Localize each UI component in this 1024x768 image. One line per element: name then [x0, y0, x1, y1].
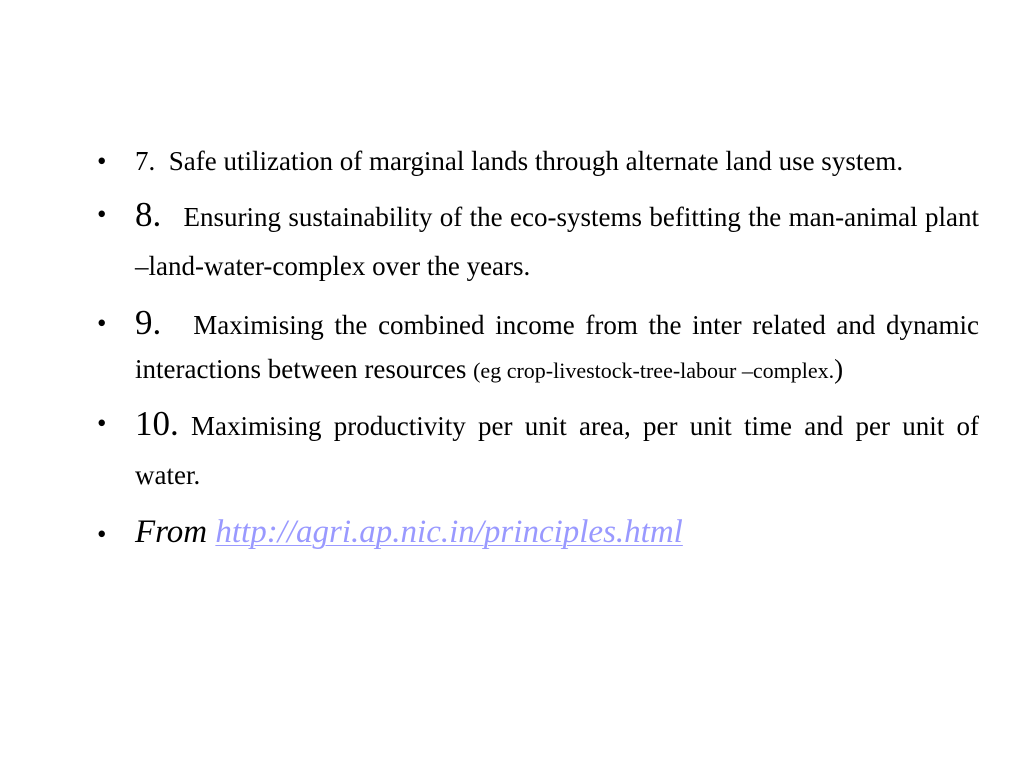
- bullet-icon: •: [97, 519, 107, 549]
- bullet-icon: •: [97, 308, 107, 338]
- item-text: Maximising the combined income from the inter related and dynamic interactions between resources: [135, 310, 980, 384]
- item-number: 9.: [135, 303, 162, 342]
- item-closing-paren: ): [834, 354, 844, 384]
- list-item: [97, 190, 979, 291]
- source-prefix: From: [135, 514, 208, 550]
- bullet-icon: •: [97, 408, 107, 438]
- item-text: Ensuring sustainability of the eco-systems befitting the man-animal plant –land-water-complex over the years.: [135, 202, 979, 281]
- item-number: 10.: [135, 404, 179, 443]
- list-item: [97, 301, 979, 393]
- item-text: Maximising productivity per unit area, per unit time and per unit of water.: [135, 411, 979, 490]
- item-parenthetical: (eg crop-livestock-tree-labour –complex.: [473, 358, 835, 383]
- list-item: [97, 508, 979, 557]
- item-number: 8.: [135, 195, 162, 234]
- bullet-list: [97, 137, 979, 557]
- bullet-icon: •: [97, 199, 107, 229]
- item-number: 7.: [135, 146, 156, 176]
- list-item: [97, 137, 979, 186]
- item-text: Safe utilization of marginal lands through alternate land use system.: [168, 146, 904, 176]
- list-item: [97, 399, 979, 500]
- bullet-icon: •: [97, 146, 107, 176]
- source-link[interactable]: http://agri.ap.nic.in/principles.html: [215, 514, 683, 550]
